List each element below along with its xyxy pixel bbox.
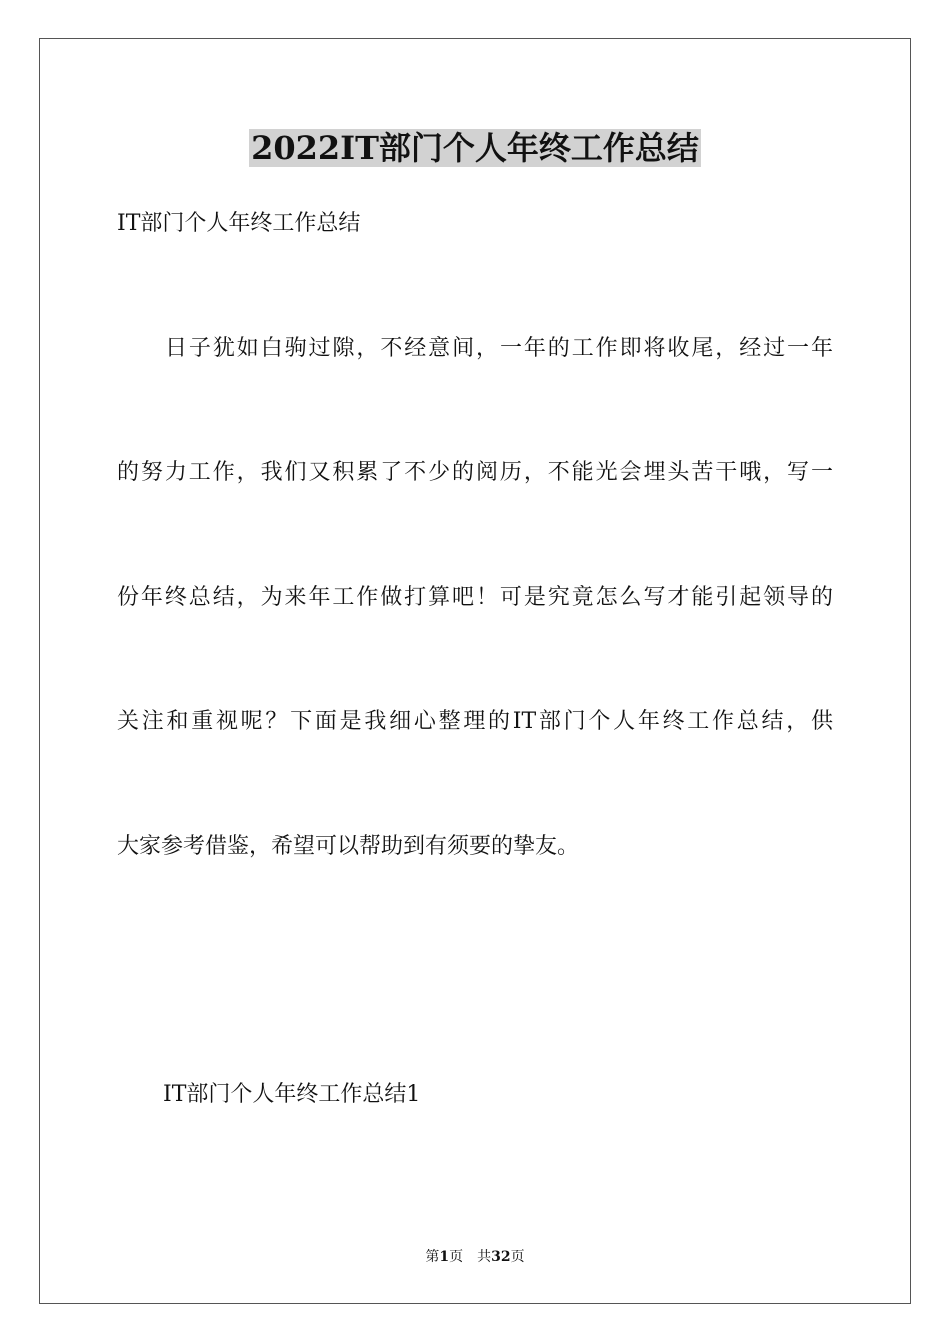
- footer-prefix: 第: [425, 1249, 440, 1265]
- footer-total-pages: 32: [491, 1249, 511, 1265]
- section-heading: IT部门个人年终工作总结1: [163, 1082, 421, 1107]
- document-title-text: 2022IT部门个人年终工作总结: [251, 129, 699, 167]
- paragraph-line-5: 大家参考借鉴，希望可以帮助到有须要的挚友。: [117, 834, 580, 859]
- paragraph-line-2: 的努力工作，我们又积累了不少的阅历，不能光会埋头苦干哦，写一: [117, 460, 833, 485]
- document-title: [0, 128, 950, 168]
- paragraph-line-3: 份年终总结，为来年工作做打算吧！可是究竟怎么写才能引起领导的: [117, 585, 833, 610]
- paragraph-line-4: 关注和重视呢？下面是我细心整理的IT部门个人年终工作总结，供: [117, 709, 833, 734]
- document-subtitle: IT部门个人年终工作总结: [117, 211, 361, 236]
- footer-mid: 页 共: [449, 1249, 492, 1265]
- paragraph-line-1: 日子犹如白驹过隙，不经意间，一年的工作即将收尾，经过一年: [165, 336, 833, 361]
- footer-current-page: 1: [439, 1249, 450, 1265]
- page-footer: [0, 1247, 950, 1267]
- footer-suffix: 页: [510, 1249, 525, 1265]
